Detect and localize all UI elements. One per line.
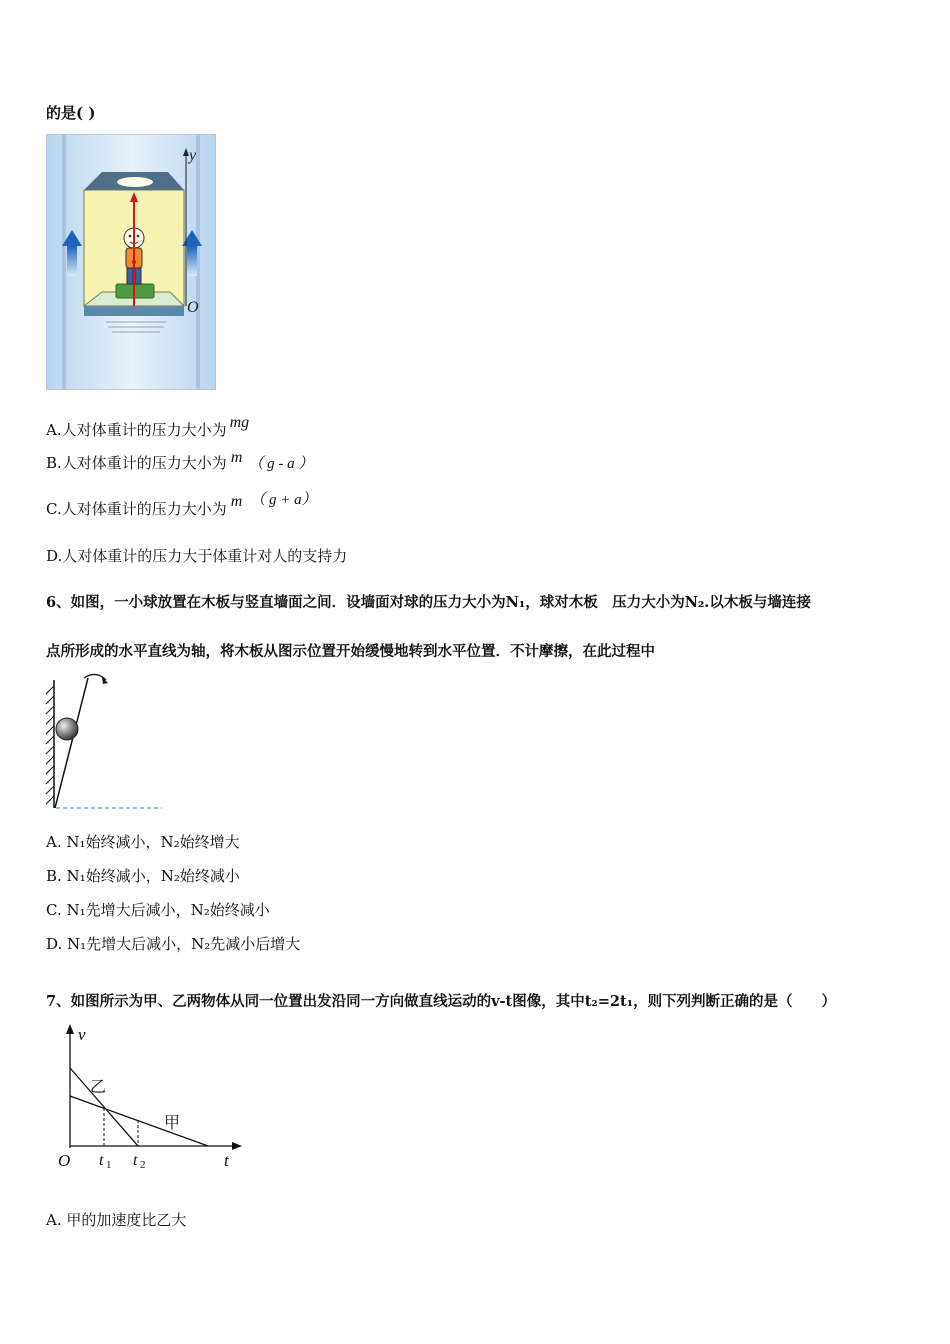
q5-stem-tail: 的是( ) xyxy=(46,104,96,122)
elevator-figure xyxy=(46,134,216,390)
t2-subscript: 2 xyxy=(140,1159,146,1171)
yi-label: 乙 xyxy=(90,1079,107,1096)
formula-m: m xyxy=(230,493,243,510)
formula-g-minus-a: （ g - a ） xyxy=(248,456,314,472)
formula-g-plus-a: （ g + a） xyxy=(250,492,317,508)
q6-option-a: A. N₁始终减小，N₂始终增大 xyxy=(46,833,240,851)
origin-label: O xyxy=(58,1151,71,1170)
q6-option-d: D. N₁先增大后减小，N₂先减小后增大 xyxy=(46,935,301,953)
jia-label: 甲 xyxy=(164,1115,181,1132)
y-axis-label: y xyxy=(189,147,197,164)
line-jia xyxy=(70,1096,208,1146)
q6-option-b: B. N₁始终减小，N₂始终减小 xyxy=(46,867,240,885)
v-axis-label: v xyxy=(78,1025,86,1044)
t2-label: t xyxy=(133,1152,138,1169)
option-prefix: B. xyxy=(46,454,62,472)
q5-option-a xyxy=(46,414,250,440)
option-text: 人对体重计的压力大于体重计对人的支持力 xyxy=(62,547,348,565)
formula-m: m xyxy=(230,449,243,466)
t-axis-label: t xyxy=(224,1151,229,1170)
option-prefix: C. xyxy=(46,500,62,518)
t1-subscript: 1 xyxy=(106,1159,112,1171)
option-text: 人对体重计的压力大小为 xyxy=(61,454,227,472)
q7-stem: 7、如图所示为甲、乙两物体从同一位置出发沿同一方向做直线运动的v-t图像，其中t₂=2t₁，则下列判断正确的是（ ） xyxy=(46,993,837,1010)
wall-board-figure xyxy=(40,670,170,815)
q7-option-a: A. 甲的加速度比乙大 xyxy=(46,1211,187,1229)
option-prefix: A. xyxy=(46,421,62,439)
q5-option-b xyxy=(46,449,314,473)
q6-option-c: C. N₁先增大后减小，N₂始终减小 xyxy=(46,901,270,919)
t1-label: t xyxy=(99,1152,104,1169)
q6-stem-line1: 6、如图，一小球放置在木板与竖直墙面之间．设墙面对球的压力大小为N₁，球对木板 压力大小为N₂.以木板与墙连接 xyxy=(46,594,811,611)
option-text: 人对体重计的压力大小为 xyxy=(61,500,227,518)
q6-stem-line2: 点所形成的水平直线为轴，将木板从图示位置开始缓慢地转到水平位置．不计摩擦，在此过程中 xyxy=(46,643,655,660)
formula-mg: mg xyxy=(229,414,250,431)
q5-option-d xyxy=(46,545,347,566)
vt-graph xyxy=(50,1020,250,1175)
option-text: 人对体重计的压力大小为 xyxy=(61,421,227,439)
option-prefix: D. xyxy=(46,547,63,565)
q5-option-c xyxy=(46,492,317,519)
origin-label: O xyxy=(187,299,199,316)
